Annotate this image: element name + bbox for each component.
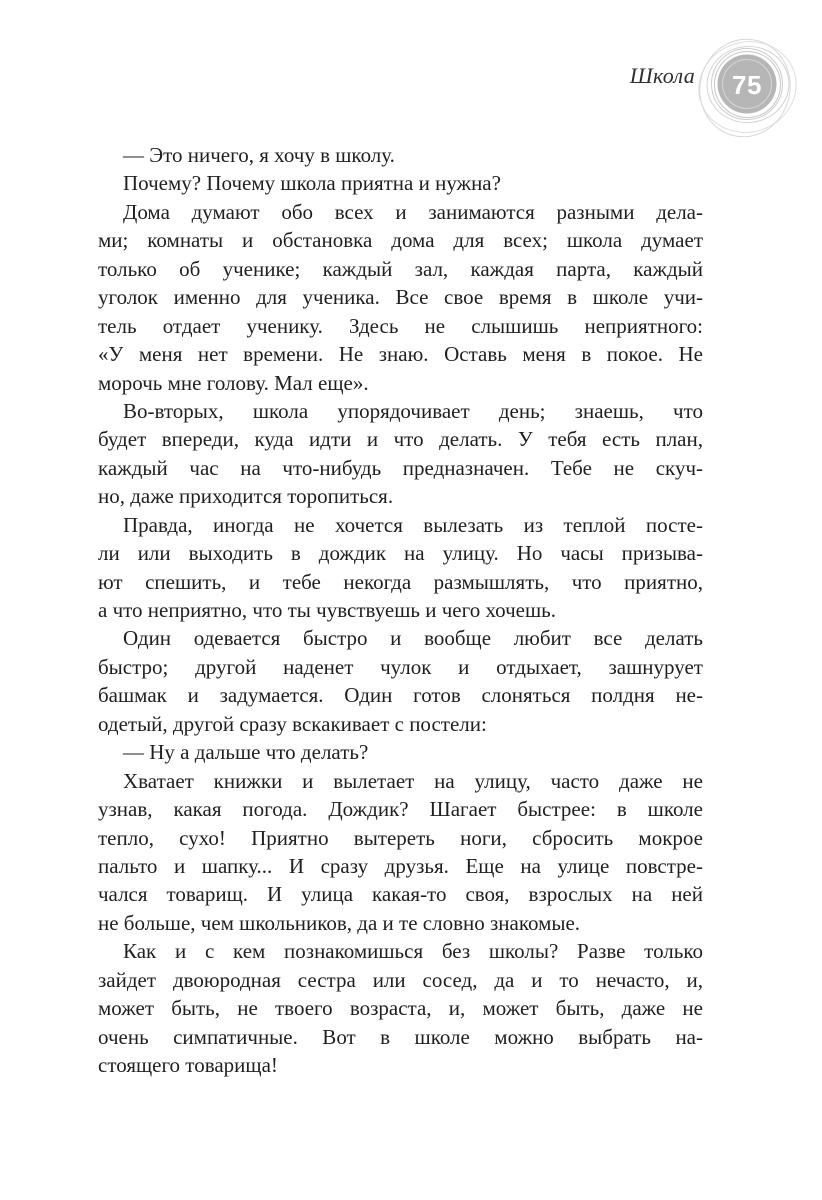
text-line: чался товарищ. И улица какая-то своя, взрослых на ней xyxy=(98,882,703,907)
text-line: Почему? Почему школа приятна и нужна? xyxy=(123,171,501,196)
paragraph xyxy=(98,397,703,511)
text-line: Во-вторых, школа упорядочивает день; знаешь, что xyxy=(123,398,703,423)
sketch-circles-ornament xyxy=(692,31,802,141)
text-line: ли или выходить в дождик на улицу. Но часы призыва- xyxy=(98,541,703,566)
text-line: может быть, не твоего возраста, и, может быть, даже не xyxy=(98,996,703,1021)
body-text xyxy=(98,141,703,1079)
text-line: пальто и шапку... И сразу друзья. Еще на улице повстре- xyxy=(98,853,703,878)
text-line: ми; комнаты и обстановка дома для всех; школа думает xyxy=(98,228,703,253)
text-line: только об ученике; каждый зал, каждая парта, каждый xyxy=(98,256,703,281)
text-line: Как и с кем познакомишься без школы? Разве только xyxy=(123,939,703,964)
text-line: будет впереди, куда идти и что делать. У тебя есть план, xyxy=(98,427,703,452)
text-line: «У меня нет времени. Не знаю. Оставь меня в покое. Не xyxy=(98,342,703,367)
paragraph xyxy=(98,738,703,766)
text-line: — Ну а дальше что делать? xyxy=(123,740,369,765)
text-line: зайдет двоюродная сестра или сосед, да и то нечасто, и, xyxy=(98,967,703,992)
text-line: а что неприятно, что ты чувствуешь и чего хочешь. xyxy=(98,598,556,622)
text-line: уголок именно для ученика. Все свое время в школе учи- xyxy=(98,285,703,310)
page-number-badge xyxy=(692,31,802,141)
text-line: башмак и задумается. Один готов слоняться полдня не- xyxy=(98,683,703,708)
text-line: но, даже приходится торопиться. xyxy=(98,484,394,509)
text-line: тепло, сухо! Приятно вытереть ноги, сбросить мокрое xyxy=(98,825,703,850)
paragraph xyxy=(98,511,703,625)
text-line: Один одевается быстро и вообще любит все делать xyxy=(123,626,703,651)
text-line: Правда, иногда не хочется вылезать из теплой посте- xyxy=(123,512,703,537)
paragraph xyxy=(98,767,703,938)
paragraph xyxy=(98,624,703,738)
text-line: не больше, чем школьников, да и те словно знакомые. xyxy=(98,910,581,935)
paragraph xyxy=(98,169,703,197)
text-line: тель отдает ученику. Здесь не слышишь неприятного: xyxy=(98,313,703,338)
text-line: ют спешить, и тебе некогда размышлять, что приятно, xyxy=(98,569,703,594)
text-line: каждый час на что-нибудь предназначен. Тебе не скуч- xyxy=(98,455,703,480)
running-title: Школа xyxy=(629,63,695,88)
text-line: — Это ничего, я хочу в школу. xyxy=(123,143,395,167)
paragraph xyxy=(98,141,703,169)
page-number: 75 xyxy=(732,70,762,100)
text-line: одетый, другой сразу вскакивает с постели: xyxy=(98,711,487,736)
text-line: Хватает книжки и вылетает на улицу, часто даже не xyxy=(123,768,703,793)
text-line: стоящего товарища! xyxy=(98,1053,278,1077)
text-line: узнав, какая погода. Дождик? Шагает быстрее: в школе xyxy=(98,797,703,822)
text-line: Дома думают обо всех и занимаются разными дела- xyxy=(123,199,703,224)
text-line: очень симпатичные. Вот в школе можно выбрать на- xyxy=(98,1024,703,1049)
paragraph xyxy=(98,937,703,1079)
text-line: морочь мне голову. Мал еще». xyxy=(98,370,369,395)
paragraph xyxy=(98,198,703,397)
text-line: быстро; другой наденет чулок и отдыхает, зашнурует xyxy=(98,654,703,679)
